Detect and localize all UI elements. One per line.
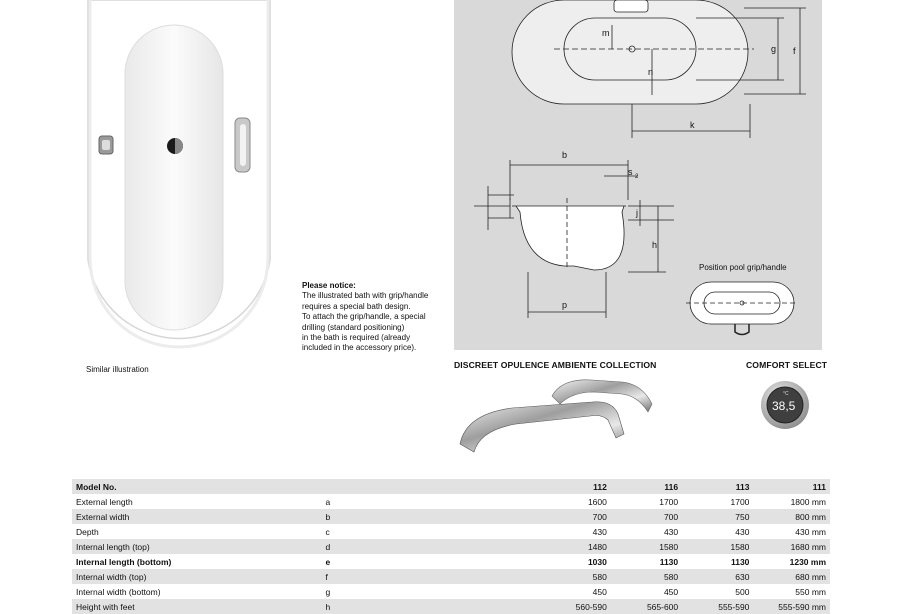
row-label: External length xyxy=(76,496,133,507)
row-value: 1700 xyxy=(730,496,750,507)
row-value: 700 xyxy=(540,509,611,524)
dim-label: b xyxy=(562,150,568,160)
header-sym xyxy=(322,479,540,494)
notice-line: in the bath is required (already xyxy=(302,333,411,343)
table-header-row xyxy=(72,479,830,494)
dim-label: p xyxy=(562,300,568,310)
technical-drawing xyxy=(454,0,822,350)
row-label: Height with feet xyxy=(72,599,322,614)
row-value: 555-590 xyxy=(682,599,753,614)
row-value: 800 mm xyxy=(753,509,830,524)
notice-line: drilling (standard positioning) xyxy=(302,322,405,332)
header-model: 113 xyxy=(682,479,753,494)
technical-drawing-panel xyxy=(454,0,822,350)
header-model: 116 xyxy=(611,479,682,494)
row-sym: b xyxy=(322,509,540,524)
table-row xyxy=(72,554,830,569)
row-value: 450 xyxy=(663,586,679,597)
row-value: 430 xyxy=(592,526,607,537)
row-value: 1580 xyxy=(611,539,682,554)
row-label: Depth xyxy=(76,526,99,537)
table-row xyxy=(72,524,830,539)
table-row xyxy=(72,509,830,524)
notice-line: requires a special bath design. xyxy=(302,301,411,311)
header-model: 112 xyxy=(540,479,611,494)
row-value: 580 xyxy=(611,569,682,584)
spec-table xyxy=(72,479,830,614)
row-value: 1680 mm xyxy=(753,539,830,554)
row-value: 580 xyxy=(540,569,611,584)
dim-label: j xyxy=(636,208,638,218)
row-value: 700 xyxy=(611,509,682,524)
row-value: 500 xyxy=(735,586,750,597)
notice-heading: Please notice: xyxy=(302,281,356,290)
dim-label: k xyxy=(690,120,695,130)
row-sym: h xyxy=(322,599,540,614)
accessory-collection-title: DISCREET OPULENCE AMBIENTE COLLECTION xyxy=(454,360,657,370)
table-row xyxy=(72,494,830,509)
row-value: 750 xyxy=(682,509,753,524)
row-label: Internal width (bottom) xyxy=(76,586,161,597)
dim-label: h xyxy=(652,240,658,250)
row-value: 450 xyxy=(592,586,607,597)
display-unit: °C xyxy=(783,391,789,397)
row-label: Internal width (top) xyxy=(72,569,322,584)
row-value: 560-590 xyxy=(540,599,611,614)
row-value: 1130 xyxy=(659,556,679,567)
notice-line: included in the accessory price). xyxy=(302,343,417,353)
row-label: Internal length (bottom) xyxy=(76,556,172,567)
row-value: 1230 mm xyxy=(789,556,826,567)
dim-label: g xyxy=(771,44,777,54)
row-sym: e xyxy=(325,556,331,567)
table-row xyxy=(72,584,830,599)
table-row xyxy=(72,539,830,554)
row-value: 1700 xyxy=(659,496,679,507)
dim-label: n xyxy=(648,67,654,77)
row-value: 565-600 xyxy=(611,599,682,614)
row-label: Internal length (top) xyxy=(72,539,322,554)
row-sym: a xyxy=(325,496,331,507)
header-model: 111 xyxy=(753,479,830,494)
row-sym: c xyxy=(325,526,330,537)
row-sym: d xyxy=(322,539,540,554)
notice-block xyxy=(302,281,452,354)
handle-grips-image xyxy=(452,374,662,462)
row-value: 430 xyxy=(735,526,750,537)
row-label: External width xyxy=(72,509,322,524)
row-value: 680 mm xyxy=(753,569,830,584)
table-row xyxy=(72,569,830,584)
dim-label: s xyxy=(628,167,633,177)
display-value: 38,5 xyxy=(772,399,796,413)
temperature-display xyxy=(760,380,810,430)
dim-label: 2 xyxy=(635,174,639,180)
row-value: 1800 mm xyxy=(790,496,826,507)
row-value: 555-590 mm xyxy=(753,599,830,614)
row-value: 1580 xyxy=(682,539,753,554)
row-value: 1600 xyxy=(587,496,607,507)
row-value: 1480 xyxy=(540,539,611,554)
pool-grip-label: Position pool grip/handle xyxy=(699,263,787,272)
bath-photo xyxy=(80,0,280,360)
notice-line: The illustrated bath with grip/handle xyxy=(302,291,429,301)
image-caption: Similar illustration xyxy=(86,365,149,374)
dim-label: m xyxy=(602,28,610,38)
dim-label: f xyxy=(793,46,796,56)
row-sym: f xyxy=(322,569,540,584)
row-value: 550 mm xyxy=(795,586,826,597)
header-label: Model No. xyxy=(72,479,322,494)
row-value: 1030 xyxy=(587,556,607,567)
row-sym: g xyxy=(325,586,331,597)
row-value: 430 xyxy=(663,526,679,537)
comfort-select-title: COMFORT SELECT xyxy=(746,360,828,370)
row-value: 1130 xyxy=(730,556,750,567)
table-row xyxy=(72,599,830,614)
notice-line: To attach the grip/handle, a special xyxy=(302,312,426,322)
row-value: 430 mm xyxy=(795,526,826,537)
row-value: 630 xyxy=(682,569,753,584)
